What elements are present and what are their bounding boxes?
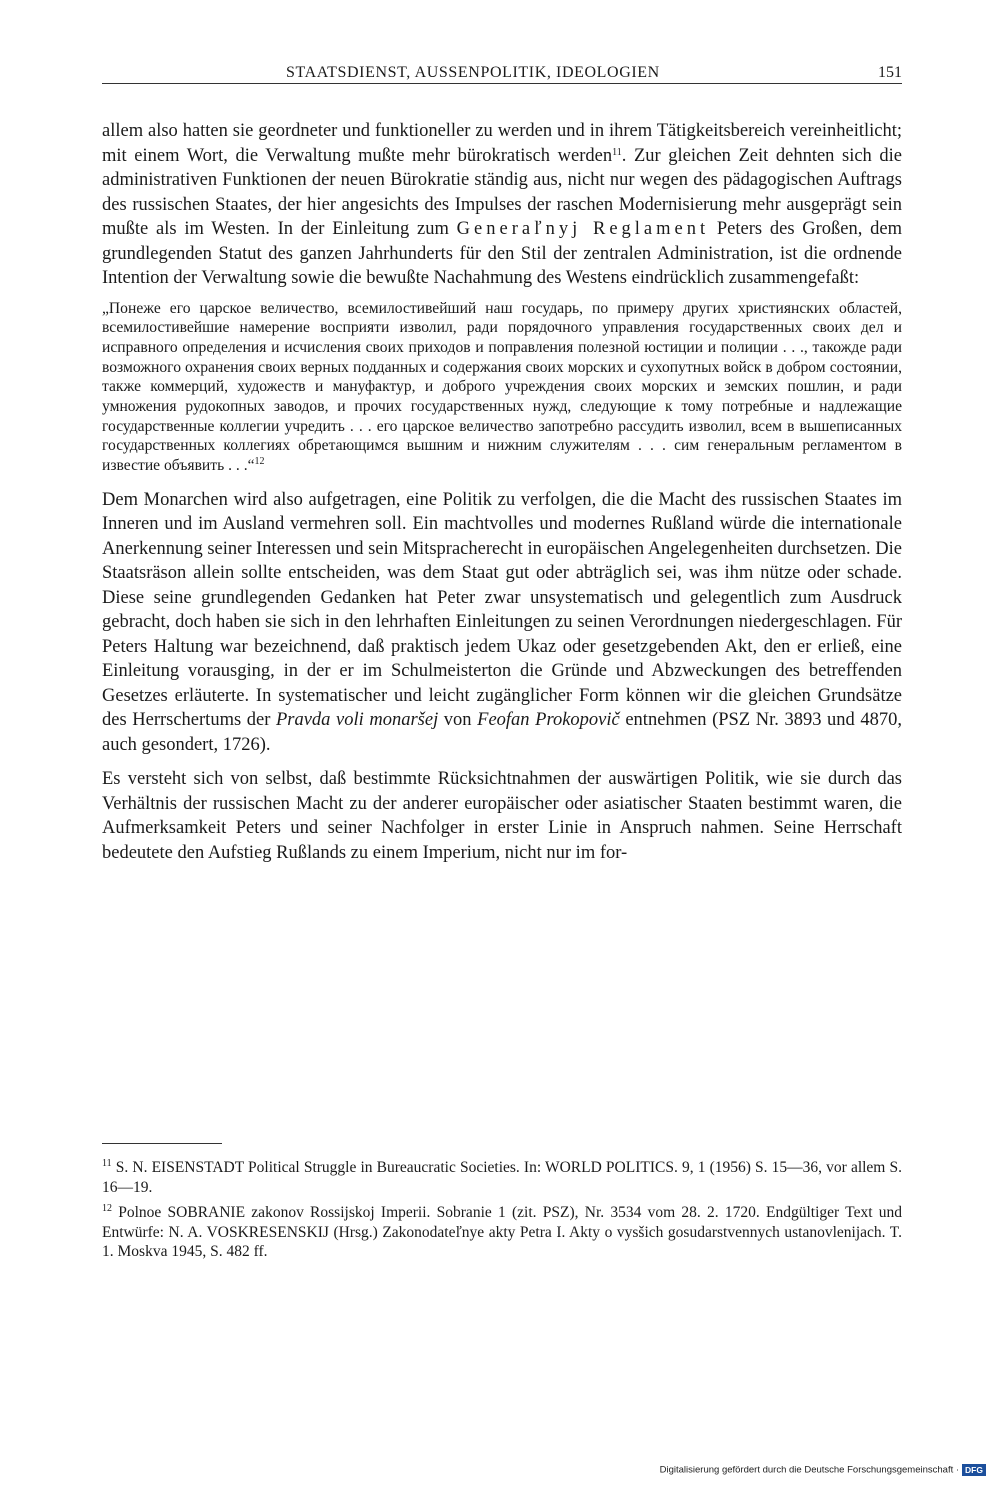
italic-author-prokopovic: Feofan Prokopovič	[477, 710, 620, 731]
paragraph-3: Es versteht sich von selbst, daß bestimmte Rücksichtnahmen der auswärtigen Politik, wie sie durch das Verhältnis der russischen Macht zu der anderer europäischer oder asiatischer Staaten bestimmt waren, die Aufmerksamkeit Peters und seiner Nachfolger in erster Linie in Anspruch nahmen. Seine Herrschaft bedeutete den Aufstieg Rußlands zu einem Imperium, nicht nur im for-	[102, 769, 902, 863]
footnote-divider	[102, 1143, 222, 1144]
footnote-number: 12	[102, 1203, 112, 1214]
spaced-title-reglament: Generaľnyj Reglament	[456, 219, 710, 239]
russian-quote-text: „Понеже его царское величество, всемилостивейший наш государь, по примеру других християнских областей, всемилостивейшие намерение восприяти изволил, ради порядочного управления государственных своих дел и исправного определения и исчисления своих приходов и поправления полезной юстиции и полиции . . ., такожде ради возможного охранения своих верных подданных и содержания своих морских и сухопутных войск в добром состоянии, также коммерций, художеств и мануфактур, и доброго учреждения своих морских и земских пошлин, и ради умножения рудокопных заводов, и прочих государственных нужд, следующие к тому потребные и надлежащие государственные коллегии учредить . . . его царское величество запотребно рассудить изволил, всем в вышеписанных государственных коллегиях обретающимся вышним и нижним служителям . . . сим генеральным регламентом в известие объявить . . .“	[102, 299, 902, 475]
paragraph-2-part-c: entnehmen (PSZ Nr. 3893 und 4870, auch gesondert, 1726).	[102, 710, 903, 755]
paragraph-2-part-a: Dem Monarchen wird also aufgetragen, eine Politik zu verfolgen, die die Macht des russischen Staates im Inneren und im Ausland vermehren soll. Ein machtvolles und modernes Rußland würde die internationale Anerkennung seiner Interessen und sein Mitspracherecht in europäischen Angelegenheiten durchsetzen. Die Staatsräson allein sollte entscheiden, was dem Staat gut oder abträglich sei, was ihm nütze oder schade. Diese seine grundlegenden Gedanken hat Peter zwar unsystematisch und gelegentlich zum Ausdruck gebracht, doch haben sie sich in den lehrhaften Einleitungen zu seinen Verordnungen niedergeschlagen. Für Peters Haltung war bezeichnend, daß praktisch jedem Ukaz oder gesetzgebenden Akt, den er erließ, eine Einleitung vorausging, in der er im Schulmeisterton die Gründe und Abzweckungen des betreffenden Gesetzes erläuterte. In systematischer und leicht zugänglicher Form können wir die gleichen Grundsätze des Herrschertums der	[102, 489, 902, 731]
italic-title-pravda: Pravda voli monaršej	[275, 710, 439, 731]
footnote-number: 11	[102, 1158, 112, 1169]
running-head	[102, 63, 902, 84]
paragraph-1-part-c: Peters des Großen, dem grundlegenden Statut des ganzen Jahrhunderts für den Stil der zentralen Administration, ist die ordnende Intention der Verwaltung sowie die bewußte Nachahmung des Westens eindrücklich zusammengefaßt:	[102, 219, 902, 288]
footnote-11	[102, 1158, 902, 1197]
body-text	[102, 119, 902, 865]
paragraph-1-part-a: allem also hatten sie geordneter und funktioneller zu werden und in ihrem Tätigkeitsbereich vereinheitlicht; mit einem Wort, die Verwaltung mußte mehr bürokratisch werden	[102, 121, 902, 166]
paragraph-1-part-b: . Zur gleichen Zeit dehnten sich die administrativen Funktionen der neuen Bürokratie ständig aus, nicht nur wegen des pädagogischen Auftrags des russischen Staates, der hier angesichts des Impulses der raschen Modernisierung mehr ausgeprägt sein mußte als im Westen. In der Einleitung zum	[102, 145, 902, 239]
paragraph-2-part-b: von	[438, 710, 478, 731]
footnote-12	[102, 1203, 902, 1262]
russian-quote	[102, 299, 902, 476]
paragraph-1	[102, 119, 902, 291]
footnote-text: S. N. EISENSTADT Political Struggle in Bureaucratic Societies. In: WORLD POLITICS. 9, 1 (1956) S. 15—36, vor allem S. 16—19.	[102, 1159, 902, 1196]
credit-text: Digitalisierung gefördert durch die Deutsche Forschungsgemeinschaft ·	[659, 1464, 960, 1476]
footnote-ref-12: 12	[254, 456, 265, 468]
digitization-credit	[660, 1464, 986, 1476]
page-number: 151	[878, 64, 902, 81]
paragraph-2	[102, 488, 902, 758]
footnotes	[102, 1158, 902, 1268]
running-title: STAATSDIENST, AUSSENPOLITIK, IDEOLOGIEN	[286, 64, 660, 81]
footnote-text: Polnoe SOBRANIE zakonov Rossijskoj Imperii. Sobranie 1 (zit. PSZ), Nr. 3534 vom 28. 2. 1720. Endgültiger Text und Entwürfe: N. A. VOSKRESENSKIJ (Hrsg.) Zakonodateľnye akty Petra I. Akty o vysšich gosudarstvennych ustanovlenijach. T. 1. Moskva 1945, S. 482 ff.	[102, 1204, 902, 1260]
dfg-logo-icon: DFG	[962, 1464, 986, 1476]
footnote-ref-11: 11	[612, 146, 622, 158]
